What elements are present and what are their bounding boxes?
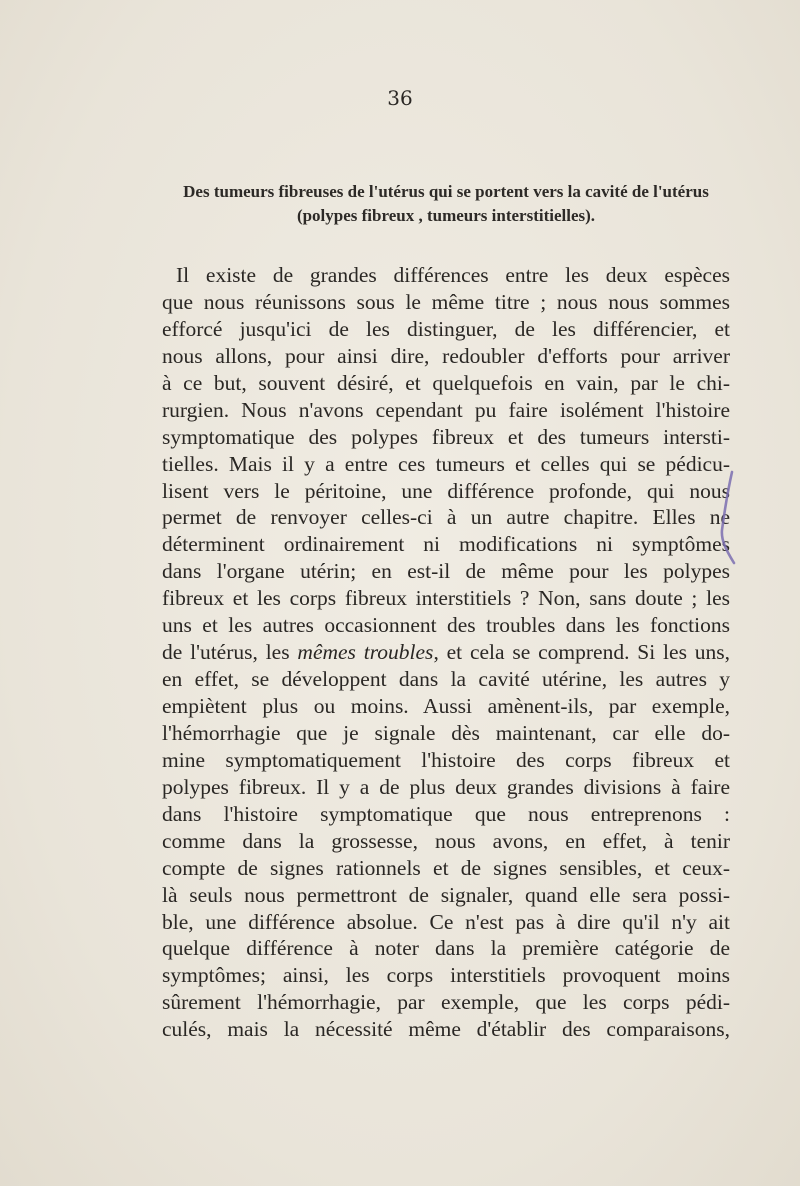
section-heading-line-2: (polypes fibreux , tumeurs interstitielles).: [296, 206, 596, 225]
text-line-with-italic: [162, 639, 730, 666]
section-heading: [165, 180, 727, 228]
text-line: que nous réunissons sous le même titre ; nous nous sommes: [162, 289, 730, 314]
text-line: quelque différence à noter dans la première catégorie de: [162, 936, 730, 961]
text-line: déterminent ordinairement ni modifications ni symptômes: [162, 532, 730, 557]
text-line: à ce but, souvent désiré, et quelquefois en vain, par le chi-: [162, 370, 730, 395]
text-line: polypes fibreux. Il y a de plus deux grandes divisions à faire: [162, 774, 730, 799]
text-line: symptômes; ainsi, les corps interstitiels provoquent moins: [162, 963, 730, 988]
page-number: 36: [387, 86, 413, 110]
text-line: tielles. Mais il y a entre ces tumeurs et celles qui se pédicu-: [162, 451, 730, 476]
text-line: nous allons, pour ainsi dire, redoubler d'efforts pour arriver: [162, 343, 730, 368]
text-line: empiètent plus ou moins. Aussi amènent-ils, par exemple,: [162, 694, 730, 718]
section-heading-line-1: Des tumeurs fibreuses de l'utérus qui se portent vers la cavité de l'utérus: [183, 182, 709, 201]
text-line: culés, mais la nécessité même d'établir des comparaisons,: [162, 1017, 730, 1042]
text-line: en effet, se développent dans la cavité utérine, les autres y: [162, 667, 730, 692]
text-line: ble, une différence absolue. Ce n'est pas à dire qu'il n'y ait: [162, 909, 730, 934]
pen-mark-annotation: [718, 470, 742, 565]
text-run: , et cela se comprend. Si les uns,: [433, 640, 730, 665]
text-line: mine symptomatiquement l'histoire des corps fibreux et: [162, 747, 730, 772]
text-line: comme dans la grossesse, nous avons, en effet, à tenir: [162, 828, 730, 853]
italic-emphasis: mêmes troubles: [297, 640, 434, 665]
text-line: compte de signes rationnels et de signes sensibles, et ceux-: [162, 855, 730, 880]
text-line: fibreux et les corps fibreux interstitiels ? Non, sans doute ; les: [162, 586, 730, 611]
body-paragraph: [162, 262, 730, 1043]
text-line: sûrement l'hémorrhagie, par exemple, que les corps pédi-: [162, 990, 730, 1015]
text-run: de l'utérus, les: [162, 640, 298, 665]
text-line: l'hémorrhagie que je signale dès maintenant, car elle do-: [162, 720, 730, 745]
text-line: lisent vers le péritoine, une différence profonde, qui nous: [162, 478, 730, 503]
text-line: dans l'organe utérin; en est-il de même pour les polypes: [162, 559, 730, 584]
text-line: dans l'histoire symptomatique que nous entreprenons :: [162, 801, 730, 826]
text-line: rurgien. Nous n'avons cependant pu faire isolément l'histoire: [162, 397, 730, 422]
text-line: Il existe de grandes différences entre les deux espèces: [176, 263, 730, 287]
text-line: efforcé jusqu'ici de les distinguer, de les différencier, et: [162, 316, 730, 341]
text-line: uns et les autres occasionnent des troubles dans les fonctions: [162, 613, 730, 638]
text-line: symptomatique des polypes fibreux et des tumeurs intersti-: [162, 424, 730, 449]
text-line: là seuls nous permettront de signaler, quand elle sera possi-: [162, 882, 730, 907]
text-line: permet de renvoyer celles-ci à un autre chapitre. Elles ne: [162, 505, 730, 530]
